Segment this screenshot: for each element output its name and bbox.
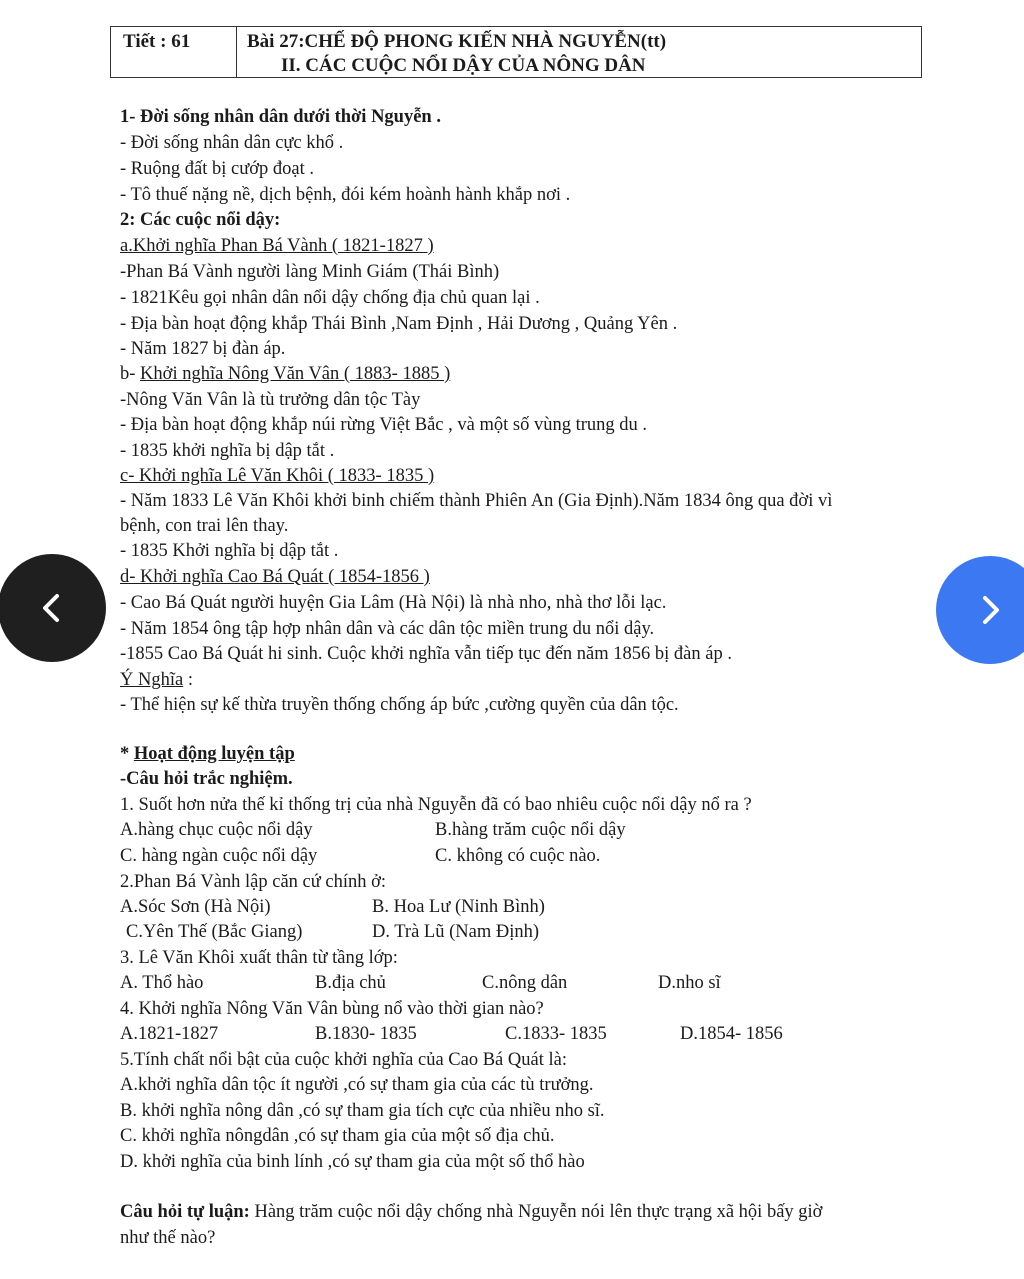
section1-line: - Ruộng đất bị cướp đoạt . [120,159,314,179]
uprising-c-line: - Năm 1833 Lê Văn Khôi khởi binh chiếm thành Phiên An (Gia Định).Năm 1834 ông qua đời vì [120,491,833,511]
section1-line: - Đời sống nhân dân cực khổ . [120,133,344,153]
chevron-left-icon [32,588,72,628]
uprising-c-title: c- Khởi nghĩa Lê Văn Khôi ( 1833- 1835 ) [120,466,435,486]
uprising-d-line: - Năm 1854 ông tập hợp nhân dân và các dân tộc miền trung du nổi dậy. [120,619,655,639]
lesson-header [110,26,922,78]
uprising-b-line: -Nông Văn Vân là tù trưởng dân tộc Tày [120,390,421,410]
question-4: 4. Khởi nghĩa Nông Văn Vân bùng nổ vào thời gian nào? [120,999,544,1019]
uprising-b-prefix: b- [120,364,141,384]
meaning-colon: : [183,670,193,690]
option: C. khởi nghĩa nôngdân ,có sự tham gia của một số địa chủ. [120,1126,555,1146]
uprising-b-title [120,362,994,386]
section1-line: - Tô thuế nặng nề, dịch bệnh, đói kém hoành hành khắp nơi . [120,185,571,205]
option: C. không có cuộc nào. [435,846,601,866]
chevron-right-icon [970,590,1010,630]
option: D. khởi nghĩa của binh lính ,có sự tham gia của một số thổ hào [120,1152,585,1172]
meaning-title-text: Ý Nghĩa [120,670,184,690]
uprising-a-line: -Phan Bá Vành người làng Minh Giám (Thái Bình) [120,262,500,282]
practice-star: * [120,744,134,764]
lesson-title: Bài 27:CHẾ ĐỘ PHONG KIẾN NHÀ NGUYỄN(tt) [247,31,667,52]
option: A.1821-1827 [120,1024,219,1044]
option: A.hàng chục cuộc nổi dậy [120,820,313,840]
uprising-d-line: - Cao Bá Quát người huyện Gia Lâm (Hà Nội) là nhà nho, nhà thơ lỗi lạc. [120,593,667,613]
mcq-heading: -Câu hỏi trắc nghiệm. [120,769,293,789]
essay-question-cont: như thế nào? [120,1228,216,1248]
section2-heading-text: : Các cuộc nổi dậy: [129,210,281,230]
question-2: 2.Phan Bá Vành lập căn cứ chính ở: [120,872,387,892]
essay-text: Hàng trăm cuộc nổi dậy chống nhà Nguyễn nói lên thực trạng xã hội bấy giờ [249,1202,823,1222]
meaning-title [120,668,994,692]
option: C.Yên Thế (Bắc Giang) [126,922,303,942]
option: B.hàng trăm cuộc nổi dậy [435,820,626,840]
option: B. Hoa Lư (Ninh Bình) [372,897,545,917]
option: C.1833- 1835 [505,1024,607,1044]
practice-heading-text: Hoạt động luyện tập [133,744,295,764]
uprising-a-line: - Năm 1827 bị đàn áp. [120,339,286,359]
practice-heading [120,742,994,766]
lesson-number: Tiết : 61 [111,27,237,77]
option: D.nho sĩ [658,973,721,993]
option: A.khởi nghĩa dân tộc ít người ,có sự tham gia của các tù trưởng. [120,1075,594,1095]
meaning-line: - Thể hiện sự kế thừa truyền thống chống áp bức ,cường quyền của dân tộc. [120,695,679,715]
uprising-b-line: - Địa bàn hoạt động khắp núi rừng Việt Bắc , và một số vùng trung du . [120,415,648,435]
uprising-a-title: a.Khởi nghĩa Phan Bá Vành ( 1821-1827 ) [120,236,434,256]
option: C. hàng ngàn cuộc nổi dậy [120,846,318,866]
question-1: 1. Suốt hơn nửa thế kỉ thống trị của nhà Nguyễn đã có bao nhiêu cuộc nổi dậy nổ ra ? [120,795,752,815]
section2-number: 2 [120,210,130,230]
uprising-b-line: - 1835 khởi nghĩa bị dập tắt . [120,441,335,461]
option: B. khởi nghĩa nông dân ,có sự tham gia tích cực của nhiều nho sĩ. [120,1101,605,1121]
previous-page-button[interactable] [0,554,106,662]
uprising-d-line: -1855 Cao Bá Quát hi sinh. Cuộc khởi nghĩa vẫn tiếp tục đến năm 1856 bị đàn áp . [120,644,732,664]
option: A.Sóc Sơn (Hà Nội) [120,897,271,917]
essay-label: Câu hỏi tự luận: [120,1202,250,1222]
question-5: 5.Tính chất nổi bật của cuộc khởi nghĩa của Cao Bá Quát là: [120,1050,567,1070]
lesson-titles [237,27,921,77]
option: A. Thổ hào [120,973,204,993]
uprising-d-title: d- Khởi nghĩa Cao Bá Quát ( 1854-1856 ) [120,567,430,587]
section1-heading: 1- Đời sống nhân dân dưới thời Nguyễn . [120,107,441,127]
question-3: 3. Lê Văn Khôi xuất thân từ tầng lớp: [120,948,398,968]
uprising-a-line: - 1821Kêu gọi nhân dân nổi dậy chống địa chủ quan lại . [120,288,540,308]
option: B.địa chủ [315,973,386,993]
section2-heading [120,208,994,232]
uprising-a-line: - Địa bàn hoạt động khắp Thái Bình ,Nam Định , Hải Dương , Quảng Yên . [120,314,678,334]
uprising-c-line: - 1835 Khởi nghĩa bị dập tắt . [120,541,339,561]
essay-question [120,1200,994,1224]
option: B.1830- 1835 [315,1024,417,1044]
lesson-subtitle: II. CÁC CUỘC NỔI DẬY CỦA NÔNG DÂN [281,55,646,76]
option: D. Trà Lũ (Nam Định) [372,922,540,942]
uprising-b-title-text: Khởi nghĩa Nông Văn Vân ( 1883- 1885 ) [140,364,451,384]
option: C.nông dân [482,973,568,993]
option: D.1854- 1856 [680,1024,783,1044]
uprising-c-line: bệnh, con trai lên thay. [120,516,289,536]
